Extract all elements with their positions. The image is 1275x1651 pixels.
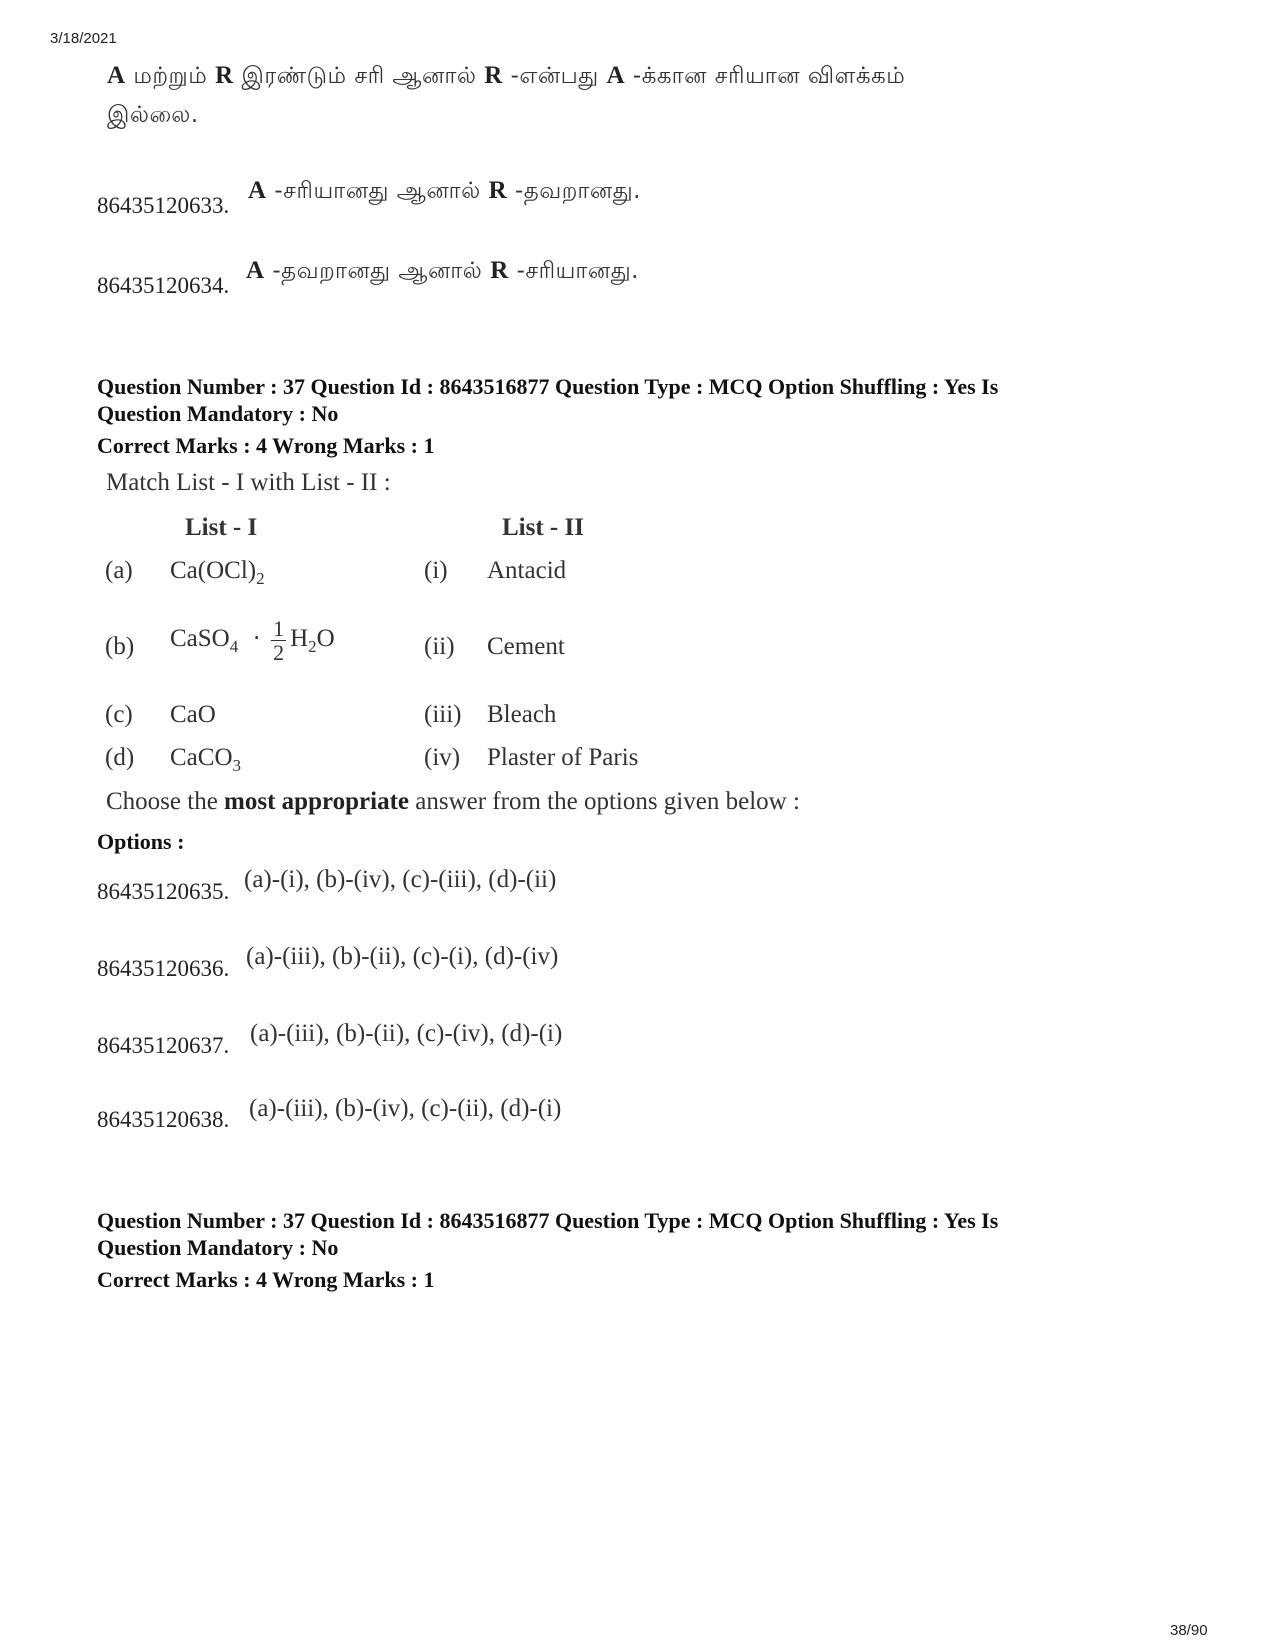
next-question-meta-line1: Question Number : 37 Question Id : 8643516877 Question Type : MCQ Option Shuffling : Yes Is [97,1208,999,1233]
formula-d: CaCO$_3$ [170,744,241,775]
option-text: A -தவறானது ஆனால் R -சரியானது. [246,257,639,284]
prev-option-text-line2: இல்லை. [107,102,199,128]
option-text: (a)-(iii), (b)-(iv), (c)-(ii), (d)-(i) [249,1095,562,1122]
formula-b: CaSO$_4$ · $\frac{1}{2}$ $H_2O$ [170,616,335,665]
next-question-meta-line2: Question Mandatory : No [97,1235,339,1260]
fraction-half: $\frac{1}{2}$ [273,616,285,665]
option-text: (a)-(iii), (b)-(ii), (c)-(iv), (d)-(i) [250,1020,563,1047]
options-label: Options : [97,829,185,854]
roman-iv: (iv) [424,744,461,771]
item-ii: Cement [487,633,565,660]
row-label-d: (d) [105,744,135,771]
option-id: 86435120634. [97,273,230,298]
option-text: (a)-(i), (b)-(iv), (c)-(iii), (d)-(ii) [244,866,557,893]
roman-iii: (iii) [424,701,462,728]
choose-instruction: Choose the most appropriate answer from the options given below : [106,788,800,815]
question-marks: Correct Marks : 4 Wrong Marks : 1 [97,433,435,458]
roman-i: (i) [424,557,448,584]
row-label-b: (b) [105,633,135,660]
question-meta-line1: Question Number : 37 Question Id : 8643516877 Question Type : MCQ Option Shuffling : Yes Is [97,374,999,399]
option-text: A -சரியானது ஆனால் R -தவறானது. [248,177,641,204]
prev-option-text-line1: A மற்றும் R இரண்டும் சரி ஆனால் R -என்பது A -க்கான சரியான விளக்கம் [107,62,906,89]
item-i: Antacid [487,557,567,584]
row-label-a: (a) [105,557,133,584]
print-date: 3/18/2021 [50,30,117,47]
item-iii: Bleach [487,701,557,728]
option-id: 86435120633. [97,193,230,218]
question-meta-line2: Question Mandatory : No [97,401,339,426]
row-label-c: (c) [105,701,133,728]
formula-c: CaO [170,701,216,728]
list1-header: List - I [185,514,258,541]
item-iv: Plaster of Paris [487,744,639,771]
option-id: 86435120637. [97,1033,230,1058]
option-id: 86435120636. [97,956,230,981]
roman-ii: (ii) [424,633,455,660]
list2-header: List - II [502,514,584,541]
formula-a: $Ca(OCl)_2$ [170,557,265,588]
next-question-marks: Correct Marks : 4 Wrong Marks : 1 [97,1267,435,1292]
option-id: 86435120638. [97,1107,230,1132]
question-prompt: Match List - I with List - II : [106,469,391,496]
page-number: 38/90 [1170,1622,1208,1639]
option-id: 86435120635. [97,879,230,904]
option-text: (a)-(iii), (b)-(ii), (c)-(i), (d)-(iv) [246,943,559,970]
